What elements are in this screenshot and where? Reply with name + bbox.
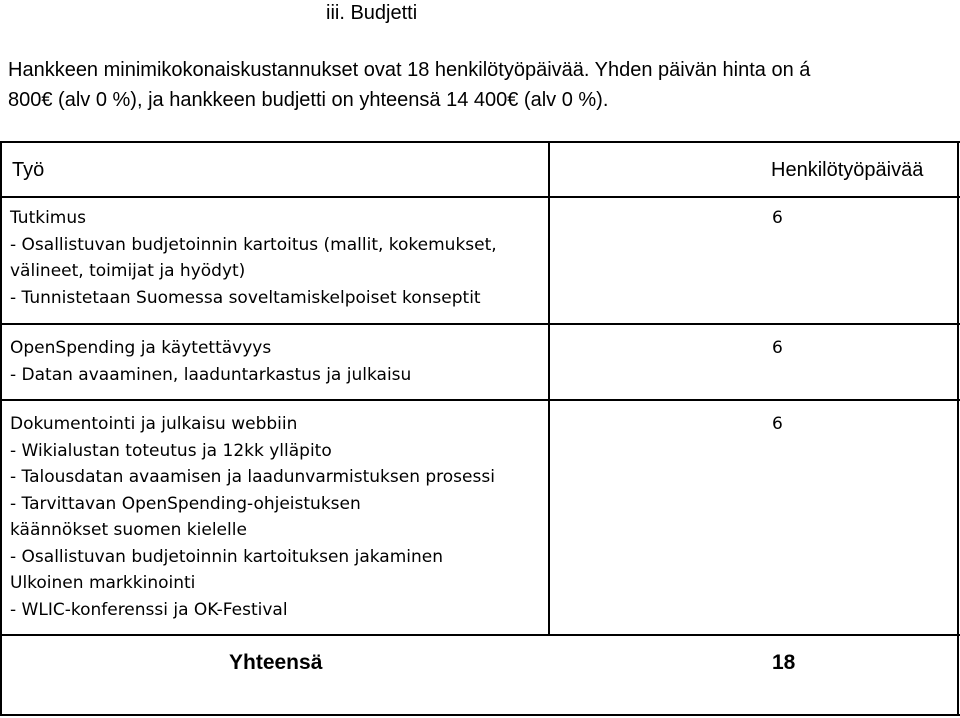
- total-value: 18: [772, 651, 796, 674]
- section-heading: iii. Budjetti: [326, 2, 418, 24]
- row-1-line: välineet, toimijat ja hyödyt): [10, 261, 246, 281]
- table-rule-bottom: [0, 714, 960, 716]
- row-1-line: - Tunnistetaan Suomessa soveltamiskelpoiset konseptit: [10, 287, 481, 308]
- row-3-line: - Tarvittavan OpenSpending-ohjeistuksen: [10, 493, 361, 514]
- table-rule-header: [0, 196, 960, 198]
- row-1-work: [10, 205, 497, 311]
- table-rule-top: [0, 141, 960, 143]
- row-1-line: - Osallistuvan budjetoinnin kartoitus (mallit, kokemukset,: [10, 234, 497, 255]
- row-1-line: Tutkimus: [10, 208, 87, 228]
- row-3-line: - Osallistuvan budjetoinnin kartoituksen jakaminen: [10, 546, 444, 567]
- table-rule-row3: [0, 634, 960, 636]
- header-work: Työ: [12, 159, 45, 181]
- total-label: Yhteensä: [229, 651, 323, 674]
- row-2-work: [10, 335, 411, 388]
- row-3-line: - Talousdatan avaamisen ja laadunvarmistuksen prosessi: [10, 467, 495, 487]
- intro-line-1: Hankkeen minimikokonaiskustannukset ovat 18 henkilötyöpäivää. Yhden päivän hinta on á: [8, 59, 811, 81]
- table-rule-row2: [0, 399, 960, 401]
- row-3-days: 6: [772, 414, 783, 434]
- table-rule-left: [0, 141, 2, 716]
- row-2-line: OpenSpending ja käytettävyys: [10, 338, 272, 358]
- row-3-line: Ulkoinen markkinointi: [10, 573, 196, 593]
- intro-line-2: 800€ (alv 0 %), ja hankkeen budjetti on yhteensä 14 400€ (alv 0 %).: [8, 89, 609, 111]
- row-3-line: käännökset suomen kielelle: [10, 520, 247, 540]
- row-3-line: Dokumentointi ja julkaisu webbiin: [10, 414, 298, 434]
- table-rule-right: [957, 141, 959, 716]
- header-days: Henkilötyöpäivää: [771, 159, 924, 181]
- row-3-work: [10, 411, 495, 623]
- table-rule-row1: [0, 323, 960, 325]
- table-rule-middle: [548, 141, 550, 634]
- row-2-days: 6: [772, 338, 783, 358]
- row-2-line: - Datan avaaminen, laaduntarkastus ja julkaisu: [10, 364, 412, 385]
- row-3-line: - Wikialustan toteutus ja 12kk ylläpito: [10, 440, 332, 461]
- row-1-days: 6: [772, 208, 783, 228]
- row-3-line: - WLIC-konferenssi ja OK-Festival: [10, 599, 288, 620]
